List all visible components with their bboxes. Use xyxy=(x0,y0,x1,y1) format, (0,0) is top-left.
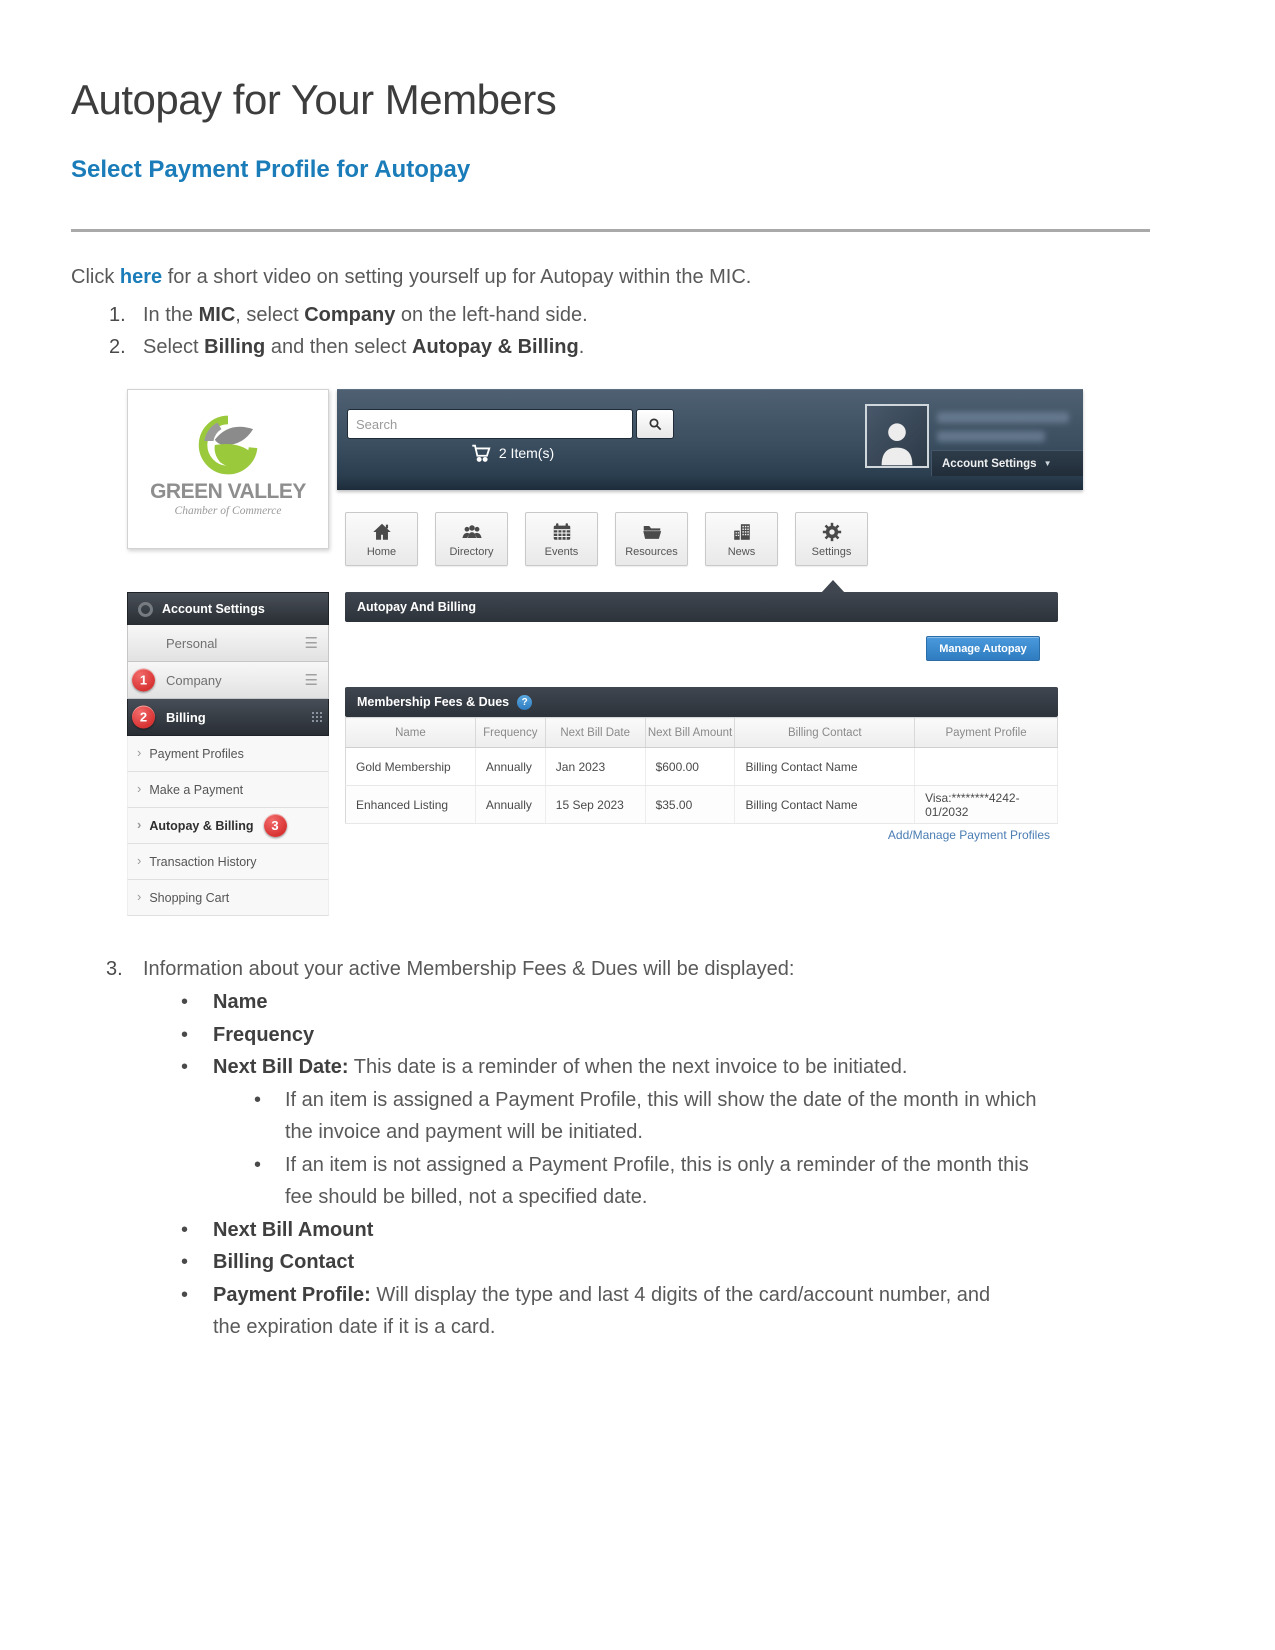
chevron-down-icon: ▼ xyxy=(1043,459,1052,468)
column-header-name: Name xyxy=(346,718,476,748)
bold-text: Billing xyxy=(204,336,266,358)
search-icon xyxy=(647,416,663,432)
bold-text: Next Bill Date: xyxy=(213,1056,349,1078)
target-icon xyxy=(138,602,153,617)
nav-label: Settings xyxy=(811,545,852,558)
directory-icon xyxy=(461,521,483,543)
column-header-next-bill-amount: Next Bill Amount xyxy=(645,718,735,748)
nav-button-settings[interactable] xyxy=(795,512,868,566)
table-cell: Billing Contact Name xyxy=(735,786,915,824)
bold-text: Frequency xyxy=(213,1023,315,1046)
sidebar-item-billing[interactable] xyxy=(127,699,329,736)
table-cell: 15 Sep 2023 xyxy=(545,786,645,824)
fees-table xyxy=(345,717,1058,824)
nav-label: Events xyxy=(544,545,579,558)
bullet-item xyxy=(71,1019,993,1052)
step-item xyxy=(71,331,1071,363)
add-manage-payment-profiles-link[interactable]: Add/Manage Payment Profiles xyxy=(887,828,1050,842)
bullet-item xyxy=(71,1214,993,1247)
step-badge: 2 xyxy=(132,706,155,729)
sidebar-item-label: Billing xyxy=(166,709,206,725)
home-icon xyxy=(371,521,393,543)
bold-text: Name xyxy=(213,991,268,1013)
nav-button-home[interactable] xyxy=(345,512,418,566)
step-badge: 1 xyxy=(132,669,155,692)
text: In the xyxy=(143,304,199,326)
text: Click xyxy=(71,266,120,288)
sidebar-item-label: Transaction History xyxy=(149,854,257,869)
bullet-item xyxy=(71,986,993,1019)
bold-text: MIC xyxy=(198,304,236,326)
bullet-item xyxy=(71,1246,993,1279)
sidebar-item-label: Autopay & Billing xyxy=(149,818,254,833)
table-cell: Annually xyxy=(475,786,545,824)
text: , select xyxy=(235,304,305,326)
bold-text: Company xyxy=(304,304,396,326)
chevron-right-icon: › xyxy=(137,817,142,832)
panel-header xyxy=(345,592,1058,622)
top-navbar xyxy=(337,389,1083,490)
manage-autopay-button[interactable]: Manage Autopay xyxy=(926,636,1040,661)
table-row xyxy=(346,786,1058,824)
settings-icon xyxy=(821,521,843,543)
table-row xyxy=(346,748,1058,786)
main-nav xyxy=(345,512,868,566)
text: Information about your active Membership Fees & Dues will be displayed: xyxy=(143,958,795,980)
fees-section-title: Membership Fees & Dues xyxy=(357,695,510,709)
text: If an item is not assigned a Payment Profile, this is only a reminder of the month this fee should be billed, not a specified date. xyxy=(285,1153,1029,1208)
sidebar-item-make-a-payment[interactable] xyxy=(127,772,329,808)
text: on the left-hand side. xyxy=(395,304,588,326)
page-subtitle: Select Payment Profile for Autopay xyxy=(71,156,471,183)
nav-label: News xyxy=(727,545,756,558)
person-icon xyxy=(875,416,919,466)
resources-icon xyxy=(641,521,663,543)
table-cell: Annually xyxy=(475,748,545,786)
cart-count-label: 2 Item(s) xyxy=(498,445,555,461)
sidebar-item-transaction-history[interactable] xyxy=(127,844,329,880)
bold-text: Payment Profile: xyxy=(213,1283,371,1306)
bullet-list xyxy=(71,986,1191,1344)
step-3 xyxy=(71,953,1131,986)
sidebar xyxy=(127,592,329,916)
table-cell xyxy=(915,748,1058,786)
panel-title: Autopay And Billing xyxy=(357,600,476,614)
nav-label: Home xyxy=(366,545,397,558)
logged-in-user-redacted xyxy=(937,412,1069,423)
mic-screenshot xyxy=(127,388,1083,925)
sidebar-item-shopping-cart[interactable] xyxy=(127,880,329,916)
news-icon xyxy=(731,521,753,543)
step-badge: 3 xyxy=(264,814,287,837)
bullet-item xyxy=(71,1149,1060,1214)
text: Will display the type and last 4 digits of the card/account number, and the expiration date if it is a card. xyxy=(213,1283,991,1338)
sidebar-item-autopay-billing[interactable] xyxy=(127,808,329,844)
table-cell: Billing Contact Name xyxy=(735,748,915,786)
text: Select xyxy=(143,336,205,358)
bold-text: Autopay & Billing xyxy=(412,336,579,358)
bold-text: Billing Contact xyxy=(213,1251,355,1273)
sidebar-item-label: Shopping Cart xyxy=(149,890,230,905)
nav-button-news[interactable] xyxy=(705,512,778,566)
text: and then select xyxy=(265,336,413,358)
bold-text: Next Bill Amount xyxy=(213,1218,374,1241)
logo-tagline: Chamber of Commerce xyxy=(174,505,282,517)
text: If an item is assigned a Payment Profile, this will show the date of the month in which the invoice and payment will be initiated. xyxy=(285,1088,1037,1143)
menu-icon: ☰ xyxy=(304,672,318,689)
chevron-right-icon: › xyxy=(137,745,142,760)
help-icon[interactable]: ? xyxy=(517,695,532,710)
pointer-triangle xyxy=(821,580,845,593)
cart-icon xyxy=(470,442,492,464)
bullet-item xyxy=(71,1051,993,1084)
column-header-payment-profile: Payment Profile xyxy=(915,718,1058,748)
step-number: 3. xyxy=(106,958,123,980)
column-header-billing-contact: Billing Contact xyxy=(735,718,915,748)
account-settings-button[interactable] xyxy=(931,450,1083,476)
nav-label: Directory xyxy=(449,545,494,558)
sidebar-item-payment-profiles[interactable] xyxy=(127,736,329,772)
sidebar-item-company[interactable] xyxy=(127,662,329,699)
avatar xyxy=(865,404,929,468)
org-logo xyxy=(127,389,329,549)
text: for a short video on setting yourself up for Autopay within the MIC. xyxy=(162,266,752,288)
sidebar-item-label: Payment Profiles xyxy=(149,746,244,761)
table-cell: Jan 2023 xyxy=(545,748,645,786)
nav-button-resources[interactable] xyxy=(615,512,688,566)
account-settings-label: Account Settings xyxy=(942,457,1037,470)
chevron-right-icon: › xyxy=(137,889,142,904)
sidebar-header-label: Account Settings xyxy=(162,602,265,616)
step-number: 2. xyxy=(109,336,126,358)
text: . xyxy=(578,336,585,358)
table-cell: $35.00 xyxy=(645,786,735,824)
content-panel xyxy=(345,592,1058,925)
intro-paragraph xyxy=(71,261,751,293)
events-icon xyxy=(551,521,573,543)
sidebar-header xyxy=(127,592,329,625)
grid-icon xyxy=(312,712,314,714)
page-title: Autopay for Your Members xyxy=(71,76,557,123)
text: This date is a reminder of when the next invoice to be initiated. xyxy=(348,1056,908,1078)
sidebar-item-label: Personal xyxy=(166,635,218,651)
sidebar-item-label: Company xyxy=(166,672,222,688)
sidebar-item-personal[interactable] xyxy=(127,625,329,662)
step-number: 1. xyxy=(109,304,126,326)
table-cell: Enhanced Listing xyxy=(346,786,476,824)
fees-section-header xyxy=(345,687,1058,717)
table-cell: Visa:********4242-01/2032 xyxy=(915,786,1058,824)
table-cell: Gold Membership xyxy=(346,748,476,786)
column-header-frequency: Frequency xyxy=(475,718,545,748)
bullet-item xyxy=(71,1279,993,1344)
nav-label: Resources xyxy=(625,545,678,558)
chevron-right-icon: › xyxy=(137,853,142,868)
video-link[interactable]: here xyxy=(119,266,163,288)
numbered-steps xyxy=(71,299,1071,363)
divider xyxy=(71,229,1150,232)
logo-name: GREEN VALLEY xyxy=(150,480,306,503)
logo-leaf-icon xyxy=(195,412,261,478)
sidebar-item-label: Make a Payment xyxy=(149,782,244,797)
step-item xyxy=(71,299,1071,331)
menu-icon: ☰ xyxy=(304,635,318,652)
chevron-right-icon: › xyxy=(137,781,142,796)
cart-button[interactable] xyxy=(347,442,677,464)
nav-button-directory[interactable] xyxy=(435,512,508,566)
search-input[interactable] xyxy=(347,409,633,439)
step-item xyxy=(71,953,1131,986)
logged-in-org-redacted xyxy=(937,431,1045,442)
table-cell: $600.00 xyxy=(645,748,735,786)
search-button[interactable] xyxy=(636,409,674,439)
nav-button-events[interactable] xyxy=(525,512,598,566)
bullet-item xyxy=(71,1084,1060,1149)
column-header-next-bill-date: Next Bill Date xyxy=(545,718,645,748)
